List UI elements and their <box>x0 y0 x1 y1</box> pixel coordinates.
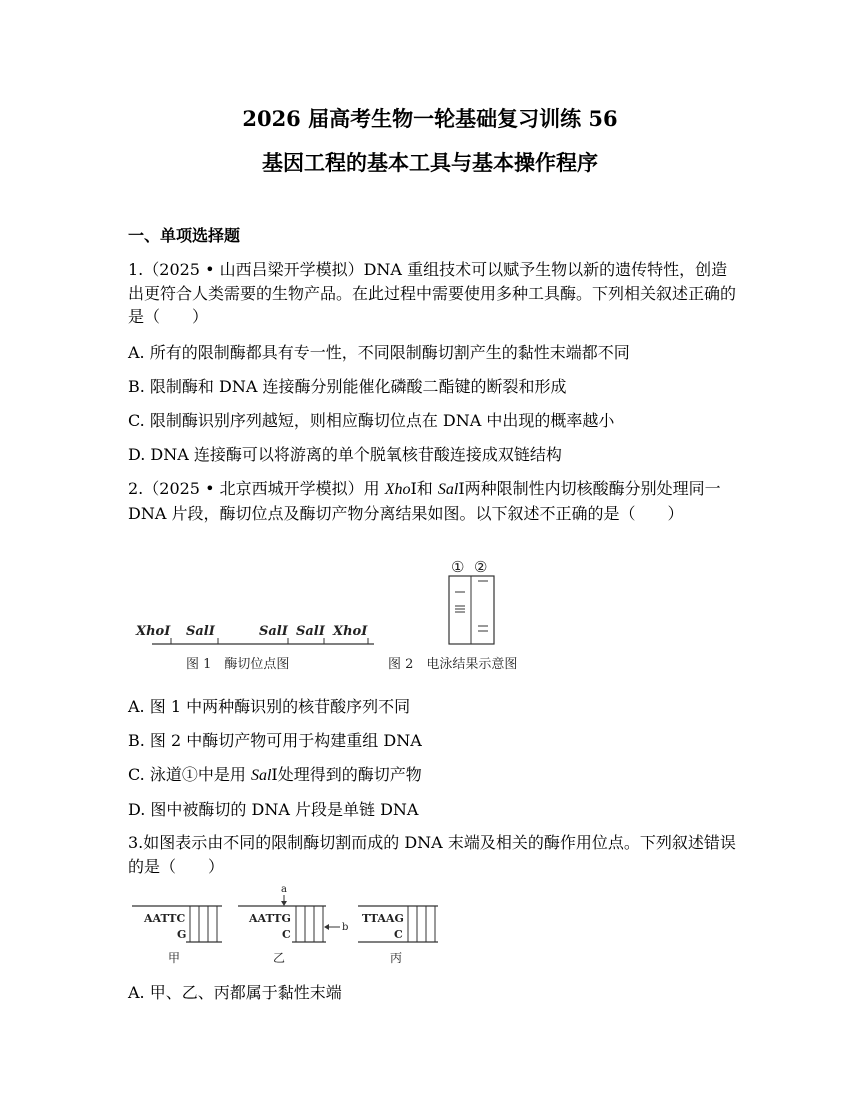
site-label-xho-1: XhoⅠ <box>136 624 171 639</box>
figure-restriction-map <box>128 612 378 676</box>
q1-stem: 1.（2025 • 山西吕梁开学模拟）DNA 重组技术可以赋予生物以新的遗传特性，创造出更符合人类需要的生物产品。在此过程中需要使用多种工具酶。下列相关叙述正确的是（ ） <box>128 260 737 326</box>
q2-stem: 2.（2025 • 北京西城开学模拟）用 XhoⅠ和 SalⅠ两种限制性内切核酸酶分别处理同一 DNA 片段，酶切位点及酶切产物分离结果如图。以下叙述不正确的是（ ） <box>128 479 721 523</box>
arrow-a-head <box>281 901 287 906</box>
jia-top-seq: AATTC <box>144 912 186 925</box>
lane-label-1: ① <box>451 558 465 576</box>
arrow-b-head <box>324 924 329 930</box>
q3-option-a: A. 甲、乙、丙都属于黏性末端 <box>128 983 342 1002</box>
lane-label-2: ② <box>474 558 488 576</box>
site-label-xho-2: XhoⅠ <box>333 624 368 639</box>
yi-bottom-seq: C <box>282 928 291 941</box>
yi-top-seq: AATTG <box>249 912 291 925</box>
bing-top-seq: TTAAG <box>362 912 404 925</box>
q2-option-c: C. 泳道①中是用 SalⅠ处理得到的酶切产物 <box>128 765 422 784</box>
bing-bottom-seq: C <box>394 928 403 941</box>
q2-option-d: D. 图中被酶切的 DNA 片段是单链 DNA <box>128 800 419 819</box>
jia-bottom-seq: G <box>177 928 187 941</box>
site-label-sal-1: SalⅠ <box>186 624 215 639</box>
sal-enzyme-name: Sal <box>437 481 459 498</box>
figure-electrophoresis <box>385 556 570 676</box>
q1-option-c: C. 限制酶识别序列越短，则相应酶切位点在 DNA 中出现的概率越小 <box>128 411 615 430</box>
arrow-a-label: a <box>281 884 287 895</box>
site-label-sal-2: SalⅠ <box>259 624 288 639</box>
bing-label: 丙 <box>390 951 403 965</box>
figure-dna-ends <box>128 882 448 968</box>
q1-option-d: D. DNA 连接酶可以将游离的单个脱氧核苷酸连接成双链结构 <box>128 445 562 464</box>
q2-option-b: B. 图 2 中酶切产物可用于构建重组 DNA <box>128 731 422 750</box>
jia-label: 甲 <box>168 951 181 965</box>
q2-option-a: A. 图 1 中两种酶识别的核苷酸序列不同 <box>128 697 411 716</box>
figure1-caption: 图 1 酶切位点图 <box>186 657 290 672</box>
q3-stem: 3.如图表示由不同的限制酶切割而成的 DNA 末端及相关的酶作用位点。下列叙述错误的是（ ） <box>128 833 736 876</box>
figure2-caption: 图 2 电泳结果示意图 <box>388 657 518 672</box>
doc-title-line2: 基因工程的基本工具与基本操作程序 <box>262 150 598 175</box>
q1-option-b: B. 限制酶和 DNA 连接酶分别能催化磷酸二酯键的断裂和形成 <box>128 377 567 396</box>
doc-title-line1: 2026 届高考生物一轮基础复习训练 56 <box>242 106 618 131</box>
xho-enzyme-name: Xho <box>384 481 411 498</box>
arrow-b-label: b <box>342 922 349 933</box>
q1-option-a: A. 所有的限制酶都具有专一性，不同限制酶切割产生的黏性末端都不同 <box>128 343 630 362</box>
section-heading: 一、单项选择题 <box>128 226 241 245</box>
yi-label: 乙 <box>273 951 286 965</box>
site-label-sal-3: SalⅠ <box>296 624 325 639</box>
